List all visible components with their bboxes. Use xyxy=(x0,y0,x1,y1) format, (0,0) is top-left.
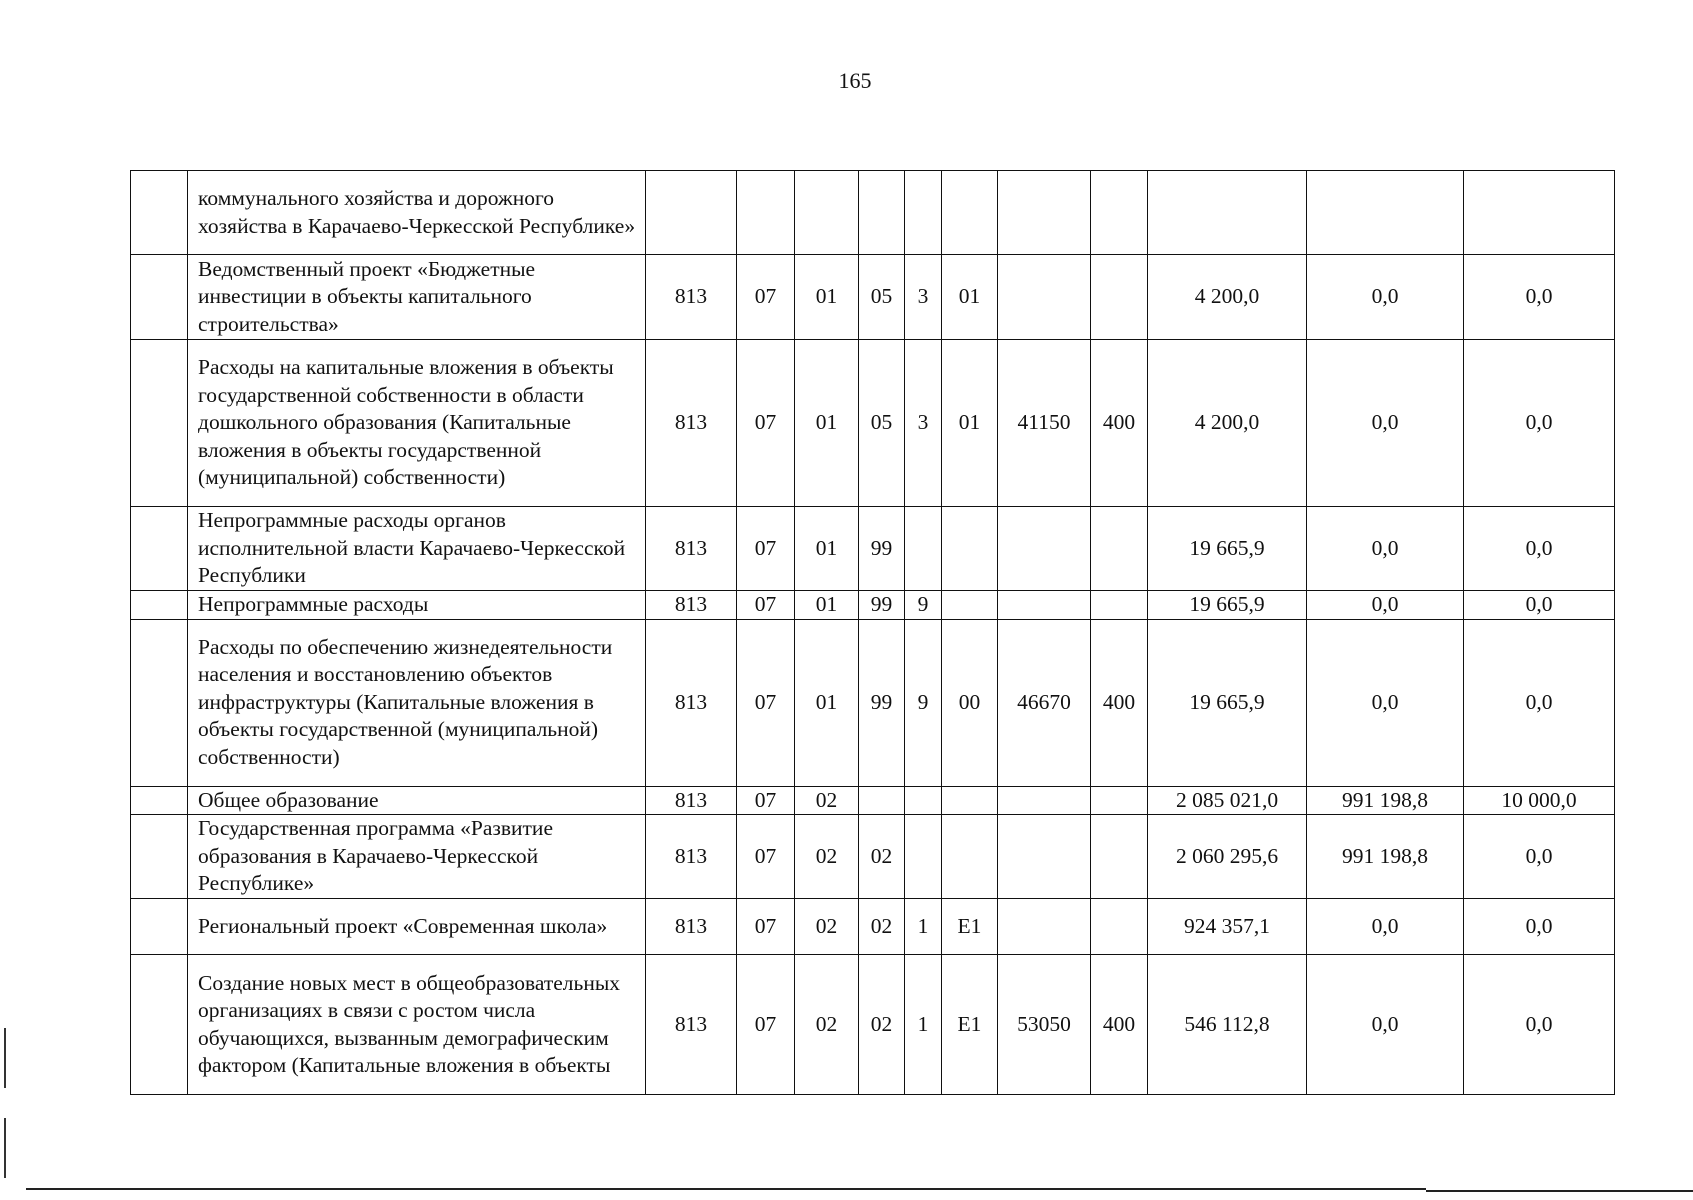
cell-c3: 02 xyxy=(795,786,859,815)
table-row xyxy=(131,255,1615,340)
row-index-cell xyxy=(131,255,188,340)
cell-v1 xyxy=(1148,171,1307,255)
description-cell: Непрограммные расходы xyxy=(188,591,646,620)
row-index-cell xyxy=(131,340,188,507)
cell-c3: 01 xyxy=(795,507,859,591)
cell-c1: 813 xyxy=(646,815,737,899)
cell-v2: 0,0 xyxy=(1307,899,1464,955)
margin-mark xyxy=(4,1118,6,1178)
cell-c8: 400 xyxy=(1091,955,1148,1095)
row-index-cell xyxy=(131,815,188,899)
cell-c4 xyxy=(859,171,905,255)
cell-v3 xyxy=(1464,171,1615,255)
cell-c6 xyxy=(942,591,998,620)
table-row xyxy=(131,786,1615,815)
cell-c8 xyxy=(1091,899,1148,955)
table-row xyxy=(131,619,1615,786)
table-row xyxy=(131,955,1615,1095)
cell-c7 xyxy=(998,786,1091,815)
description-cell: Общее образование xyxy=(188,786,646,815)
table-row xyxy=(131,171,1615,255)
cell-c8: 400 xyxy=(1091,619,1148,786)
cell-v1: 546 112,8 xyxy=(1148,955,1307,1095)
cell-c3 xyxy=(795,171,859,255)
cell-c3: 02 xyxy=(795,955,859,1095)
cell-c5 xyxy=(905,815,942,899)
cell-c4: 02 xyxy=(859,815,905,899)
table-row xyxy=(131,507,1615,591)
cell-v1: 19 665,9 xyxy=(1148,591,1307,620)
cell-v2: 991 198,8 xyxy=(1307,786,1464,815)
cell-c8 xyxy=(1091,591,1148,620)
description-cell: Создание новых мест в общеобразовательных организациях в связи с ростом числа обучающихся, вызванным демографическим фактором (Капитальные вложения в объекты xyxy=(188,955,646,1095)
cell-v3: 0,0 xyxy=(1464,255,1615,340)
cell-c3: 01 xyxy=(795,619,859,786)
cell-c3: 01 xyxy=(795,340,859,507)
row-index-cell xyxy=(131,619,188,786)
cell-c3: 02 xyxy=(795,899,859,955)
cell-c3: 01 xyxy=(795,591,859,620)
cell-c2: 07 xyxy=(737,340,795,507)
cell-c1 xyxy=(646,171,737,255)
cell-c3: 02 xyxy=(795,815,859,899)
description-cell: Ведомственный проект «Бюджетные инвестиции в объекты капитального строительства» xyxy=(188,255,646,340)
cell-c7 xyxy=(998,899,1091,955)
description-cell: Государственная программа «Развитие образования в Карачаево-Черкесской Республике» xyxy=(188,815,646,899)
cell-v2: 0,0 xyxy=(1307,591,1464,620)
cell-v2: 0,0 xyxy=(1307,507,1464,591)
row-index-cell xyxy=(131,786,188,815)
description-cell: Региональный проект «Современная школа» xyxy=(188,899,646,955)
cell-v2: 991 198,8 xyxy=(1307,815,1464,899)
row-index-cell xyxy=(131,171,188,255)
cell-c2: 07 xyxy=(737,955,795,1095)
cell-c4: 99 xyxy=(859,507,905,591)
description-cell: коммунального хозяйства и дорожного хозяйства в Карачаево-Черкесской Республике» xyxy=(188,171,646,255)
row-index-cell xyxy=(131,899,188,955)
cell-c1: 813 xyxy=(646,591,737,620)
cell-c7 xyxy=(998,591,1091,620)
cell-c6: 01 xyxy=(942,340,998,507)
cell-v3: 0,0 xyxy=(1464,591,1615,620)
table-row xyxy=(131,340,1615,507)
row-index-cell xyxy=(131,591,188,620)
cell-c1: 813 xyxy=(646,507,737,591)
cell-c2: 07 xyxy=(737,619,795,786)
cell-v2 xyxy=(1307,171,1464,255)
row-index-cell xyxy=(131,955,188,1095)
cell-c5: 1 xyxy=(905,955,942,1095)
table-row xyxy=(131,899,1615,955)
cell-c4: 02 xyxy=(859,899,905,955)
cell-c8 xyxy=(1091,507,1148,591)
cell-c6: 01 xyxy=(942,255,998,340)
cell-c7: 53050 xyxy=(998,955,1091,1095)
cell-c2: 07 xyxy=(737,255,795,340)
cell-c6 xyxy=(942,171,998,255)
cell-c8: 400 xyxy=(1091,340,1148,507)
cell-v3: 0,0 xyxy=(1464,815,1615,899)
cell-c8 xyxy=(1091,255,1148,340)
cell-c2 xyxy=(737,171,795,255)
page-number: 165 xyxy=(838,68,872,93)
cell-c1: 813 xyxy=(646,899,737,955)
cell-c5: 9 xyxy=(905,619,942,786)
cell-c4: 02 xyxy=(859,955,905,1095)
cell-v1: 2 060 295,6 xyxy=(1148,815,1307,899)
cell-c5 xyxy=(905,171,942,255)
cell-c5: 1 xyxy=(905,899,942,955)
cell-c2: 07 xyxy=(737,786,795,815)
cell-c6: E1 xyxy=(942,899,998,955)
cell-c3: 01 xyxy=(795,255,859,340)
cell-c2: 07 xyxy=(737,591,795,620)
cell-c5 xyxy=(905,786,942,815)
bottom-rule-right xyxy=(1426,1190,1693,1192)
cell-c4: 99 xyxy=(859,591,905,620)
cell-v1: 4 200,0 xyxy=(1148,340,1307,507)
cell-c6 xyxy=(942,507,998,591)
cell-c6: 00 xyxy=(942,619,998,786)
cell-c2: 07 xyxy=(737,507,795,591)
cell-v2: 0,0 xyxy=(1307,619,1464,786)
cell-c1: 813 xyxy=(646,255,737,340)
cell-v1: 19 665,9 xyxy=(1148,507,1307,591)
cell-v2: 0,0 xyxy=(1307,255,1464,340)
description-cell: Непрограммные расходы органов исполнительной власти Карачаево-Черкесской Республики xyxy=(188,507,646,591)
margin-mark xyxy=(4,1028,6,1088)
cell-c8 xyxy=(1091,815,1148,899)
cell-c4: 99 xyxy=(859,619,905,786)
cell-c5 xyxy=(905,507,942,591)
cell-v3: 0,0 xyxy=(1464,955,1615,1095)
cell-v1: 19 665,9 xyxy=(1148,619,1307,786)
table-row xyxy=(131,591,1615,620)
cell-c7 xyxy=(998,507,1091,591)
cell-v1: 2 085 021,0 xyxy=(1148,786,1307,815)
cell-c5: 3 xyxy=(905,255,942,340)
table-row xyxy=(131,815,1615,899)
cell-c6: E1 xyxy=(942,955,998,1095)
cell-c5: 3 xyxy=(905,340,942,507)
cell-v2: 0,0 xyxy=(1307,340,1464,507)
budget-table xyxy=(130,170,1615,1095)
cell-c8 xyxy=(1091,786,1148,815)
cell-c7: 46670 xyxy=(998,619,1091,786)
cell-c7 xyxy=(998,255,1091,340)
cell-c7 xyxy=(998,171,1091,255)
cell-c1: 813 xyxy=(646,786,737,815)
cell-v1: 4 200,0 xyxy=(1148,255,1307,340)
cell-v2: 0,0 xyxy=(1307,955,1464,1095)
cell-c6 xyxy=(942,786,998,815)
cell-c8 xyxy=(1091,171,1148,255)
cell-c7 xyxy=(998,815,1091,899)
cell-v1: 924 357,1 xyxy=(1148,899,1307,955)
cell-v3: 0,0 xyxy=(1464,507,1615,591)
cell-c5: 9 xyxy=(905,591,942,620)
cell-c1: 813 xyxy=(646,955,737,1095)
cell-c4: 05 xyxy=(859,255,905,340)
cell-c4 xyxy=(859,786,905,815)
cell-c7: 41150 xyxy=(998,340,1091,507)
cell-c1: 813 xyxy=(646,340,737,507)
cell-c1: 813 xyxy=(646,619,737,786)
cell-v3: 0,0 xyxy=(1464,340,1615,507)
description-cell: Расходы на капитальные вложения в объекты государственной собственности в области дошкольного образования (Капитальные вложения в объекты государственной (муниципальной) собственности) xyxy=(188,340,646,507)
cell-v3: 10 000,0 xyxy=(1464,786,1615,815)
cell-c4: 05 xyxy=(859,340,905,507)
cell-c6 xyxy=(942,815,998,899)
cell-v3: 0,0 xyxy=(1464,619,1615,786)
cell-c2: 07 xyxy=(737,815,795,899)
row-index-cell xyxy=(131,507,188,591)
description-cell: Расходы по обеспечению жизнедеятельности населения и восстановлению объектов инфраструктуры (Капитальные вложения в объекты государственной (муниципальной) собственности) xyxy=(188,619,646,786)
bottom-rule xyxy=(26,1188,1426,1190)
cell-v3: 0,0 xyxy=(1464,899,1615,955)
cell-c2: 07 xyxy=(737,899,795,955)
